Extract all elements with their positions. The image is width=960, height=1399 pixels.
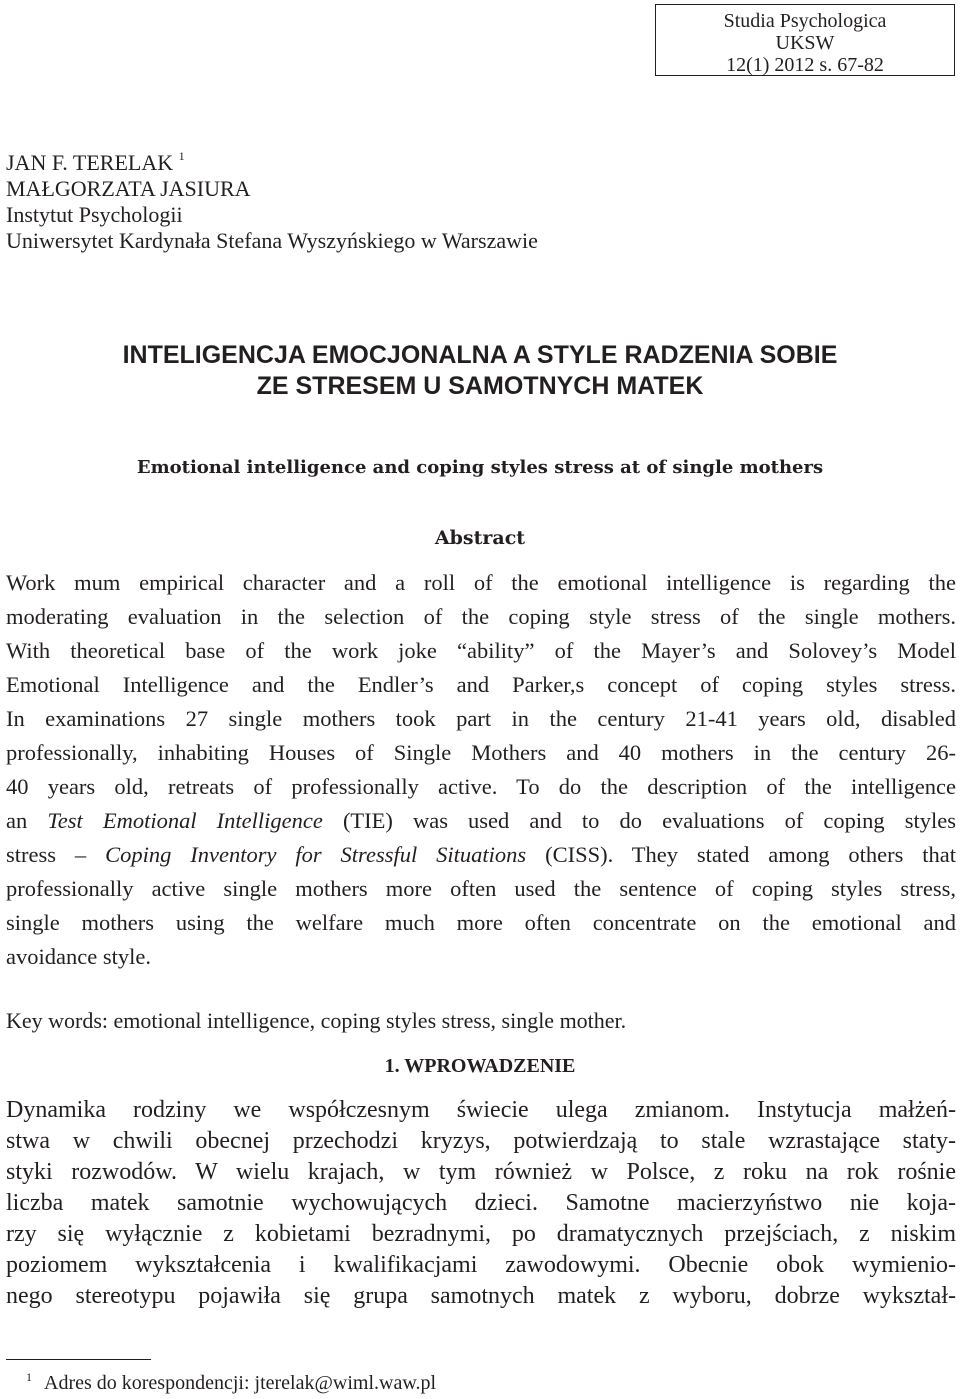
body-line: nego stereotypu pojawiła się grupa samotnych matek z wyboru, dobrze wykształ- <box>6 1283 956 1309</box>
abstract-line: Emotional Intelligence and the Endler’s and Parker,s concept of coping styles stress. <box>6 672 956 697</box>
footnote-divider <box>6 1359 151 1360</box>
institute: Instytut Psychologii <box>6 202 183 227</box>
english-title: Emotional intelligence and coping styles stress at of single mothers <box>136 457 824 478</box>
abstract-line: With theoretical base of the work joke “ability” of the Mayer’s and Solovey’s Model <box>6 638 956 663</box>
body-line: poziomem wykształcenia i kwalifikacjami zawodowymi. Obecnie obok wymienio- <box>6 1252 956 1278</box>
body-line: rzy się wyłącznie z kobietami bezradnymi, po dramatycznych przejściach, z niskim <box>6 1221 956 1247</box>
author-line-1 <box>6 150 906 176</box>
keywords: Key words: emotional intelligence, coping styles stress, single mother. <box>6 1008 627 1033</box>
abstract-heading: Abstract <box>434 527 526 549</box>
introduction-body <box>6 1095 956 1312</box>
abstract-line: professionally, inhabiting Houses of Single Mothers and 40 mothers in the century 26- <box>6 740 956 765</box>
abstract-text: stress – <box>6 842 87 867</box>
abstract-line: Work mum empirical character and a roll of the emotional intelligence is regarding the <box>6 570 956 595</box>
author-block <box>6 150 906 254</box>
abstract-line: In examinations 27 single mothers took part in the century 21-41 years old, disabled <box>6 706 956 731</box>
abstract-line <box>6 838 956 872</box>
journal-citation-box <box>655 4 955 76</box>
abstract-line: 40 years old, retreats of professionally active. To do the description of the intelligence <box>6 774 956 799</box>
inventory-name-italic: Coping Inventory for Stressful Situations <box>105 842 527 867</box>
title-line-1: INTELIGENCJA EMOCJONALNA A STYLE RADZENIA SOBIE <box>122 341 838 369</box>
abstract-body <box>6 566 956 974</box>
abstract-line: single mothers using the welfare much more often concentrate on the emotional and <box>6 910 956 935</box>
journal-publisher: UKSW <box>775 32 835 54</box>
university: Uniwersytet Kardynała Stefana Wyszyńskiego w Warszawie <box>6 228 538 253</box>
footnote-number: 1 <box>26 1370 32 1384</box>
author-2: MAŁGORZATA JASIURA <box>6 176 251 201</box>
body-line: Dynamika rodziny we współczesnym świecie ulega zmianom. Instytucja małżeń- <box>6 1097 956 1123</box>
abstract-line: moderating evaluation in the selection of the coping style stress of the single mothers. <box>6 604 956 629</box>
abstract-line <box>6 804 956 838</box>
footnote-text: Adres do korespondencji: jterelak@wiml.waw.pl <box>44 1372 437 1394</box>
body-line: liczba matek samotnie wychowujących dzieci. Samotne macierzyństwo nie koja- <box>6 1190 956 1216</box>
author-1: JAN F. TERELAK <box>6 150 174 175</box>
journal-name: Studia Psychologica <box>723 10 887 32</box>
test-name-italic: Test Emotional Intelligence <box>47 808 323 833</box>
abstract-text: an <box>6 808 28 833</box>
title-line-2: ZE STRESEM U SAMOTNYCH MATEK <box>256 372 704 400</box>
abstract-line: professionally active single mothers more often used the sentence of coping styles stress, <box>6 876 956 901</box>
footnote-marker[interactable]: 1 <box>178 149 185 163</box>
abstract-text: (TIE) was used and to do evaluations of coping styles <box>342 808 956 833</box>
body-line: stwa w chwili obecnej przechodzi kryzys, potwierdzają to stale wzrastające staty- <box>6 1128 956 1154</box>
body-line: styki rozwodów. W wielu krajach, w tym również w Polsce, z roku na rok rośnie <box>6 1159 956 1185</box>
abstract-line: avoidance style. <box>6 944 151 969</box>
abstract-text: (CISS). They stated among others that <box>545 842 957 867</box>
journal-issue: 12(1) 2012 s. 67-82 <box>726 54 884 76</box>
footnote <box>26 1370 926 1396</box>
article-title <box>0 340 960 402</box>
section-heading: 1. WPROWADZENIE <box>384 1055 576 1077</box>
